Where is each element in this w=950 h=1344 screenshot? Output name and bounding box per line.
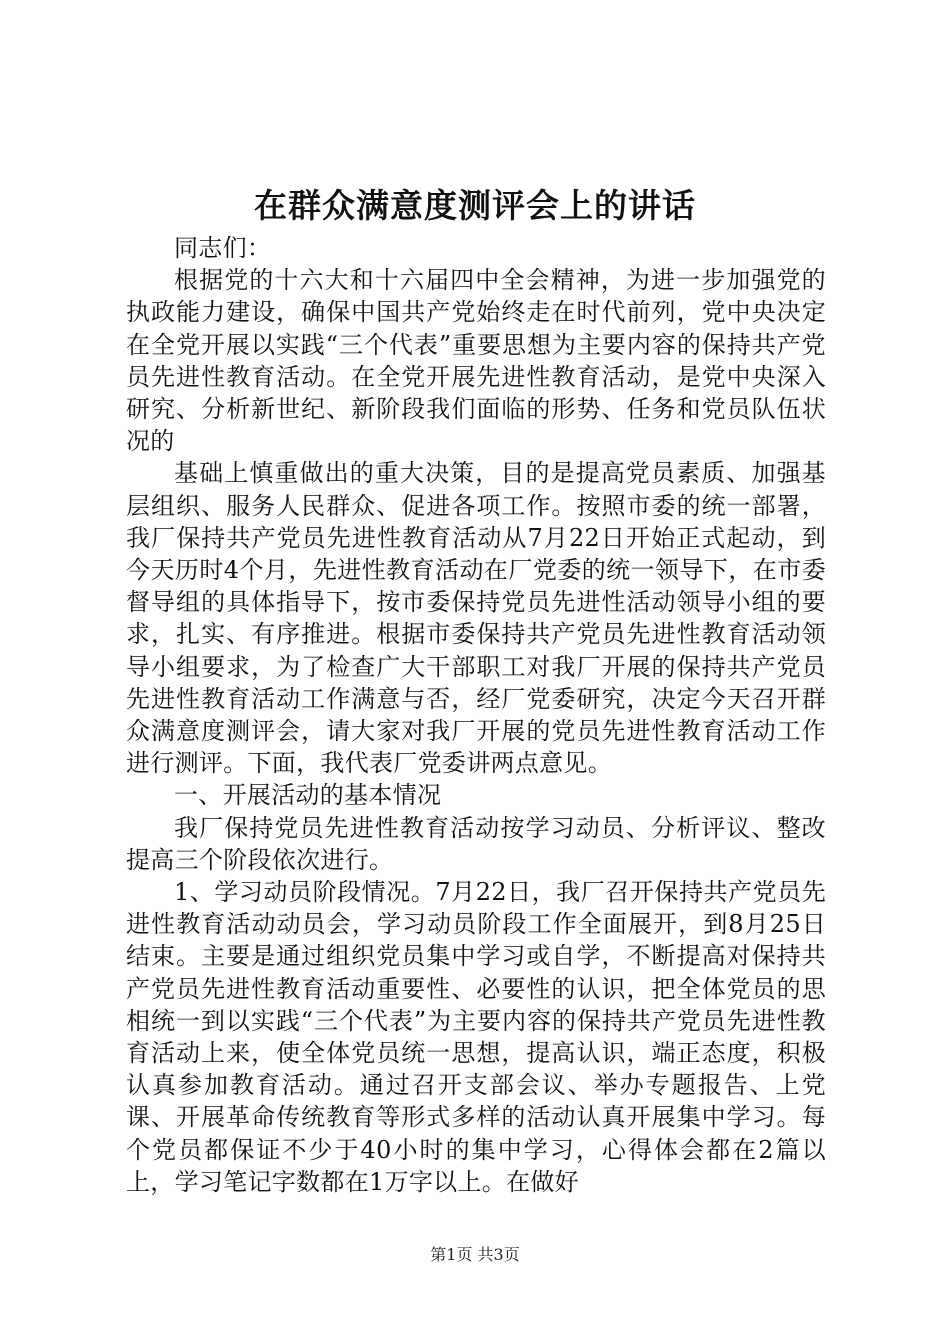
section-heading: 一、开展活动的基本情况	[174, 781, 442, 810]
page-title: 在群众满意度测评会上的讲话	[254, 186, 696, 225]
page-footer: 第1页 共3页	[430, 1245, 520, 1264]
body-paragraph: 我厂保持党员先进性教育活动按学习动员、分析评议、整改提高三个阶段依次进行。	[126, 813, 826, 874]
body-paragraph: 1、学习动员阶段情况。7月22日，我厂召开保持共产党员先进性教育活动动员会，学习动员阶段工作全面展开，到8月25日结束。主要是通过组织党员集中学习或自学，不断提高对保持共产党员先进性教育活动重要性、必要性的认识，把全体党员的思相统一到以实践“三个代表”为主要内容的保持共产党员先进性教育活动上来，使全体党员统一思想，提高认识，端正态度，积极认真参加教育活动。通过召开支部会议、举办专题报告、上党课、开展革命传统教育等形式多样的活动认真开展集中学习。每个党员都保证不少于40小时的集中学习，心得体会都在2篇以上，学习笔记字数都在1万字以上。在做好	[126, 878, 826, 1196]
body-paragraph: 根据党的十六大和十六届四中全会精神，为进一步加强党的执政能力建设，确保中国共产党始终走在时代前列，党中央决定在全党开展以实践“三个代表”重要思想为主要内容的保持共产党员先进性教育活动。在全党开展先进性教育活动，是党中央深入研究、分析新世纪、新阶段我们面临的形势、任务和党员队伍状况的	[126, 266, 826, 456]
body-paragraph: 基础上慎重做出的重大决策，目的是提高党员素质、加强基层组织、服务人民群众、促进各项工作。按照市委的统一部署，我厂保持共产党员先进性教育活动从7月22日开始正式起动，到今天历时4个月，先进性教育活动在厂党委的统一领导下，在市委督导组的具体指导下，按市委保持党员先进性活动领导小组的要求，扎实、有序推进。根据市委保持共产党员先进性教育活动领导小组要求，为了检查广大干部职工对我厂开展的保持共产党员先进性教育活动工作满意与否，经厂党委研究，决定今天召开群众满意度测评会，请大家对我厂开展的党员先进性教育活动工作进行测评。下面，我代表厂党委讲两点意见。	[126, 459, 826, 778]
document-body	[126, 232, 826, 1198]
salutation-paragraph: 同志们：	[174, 234, 272, 262]
